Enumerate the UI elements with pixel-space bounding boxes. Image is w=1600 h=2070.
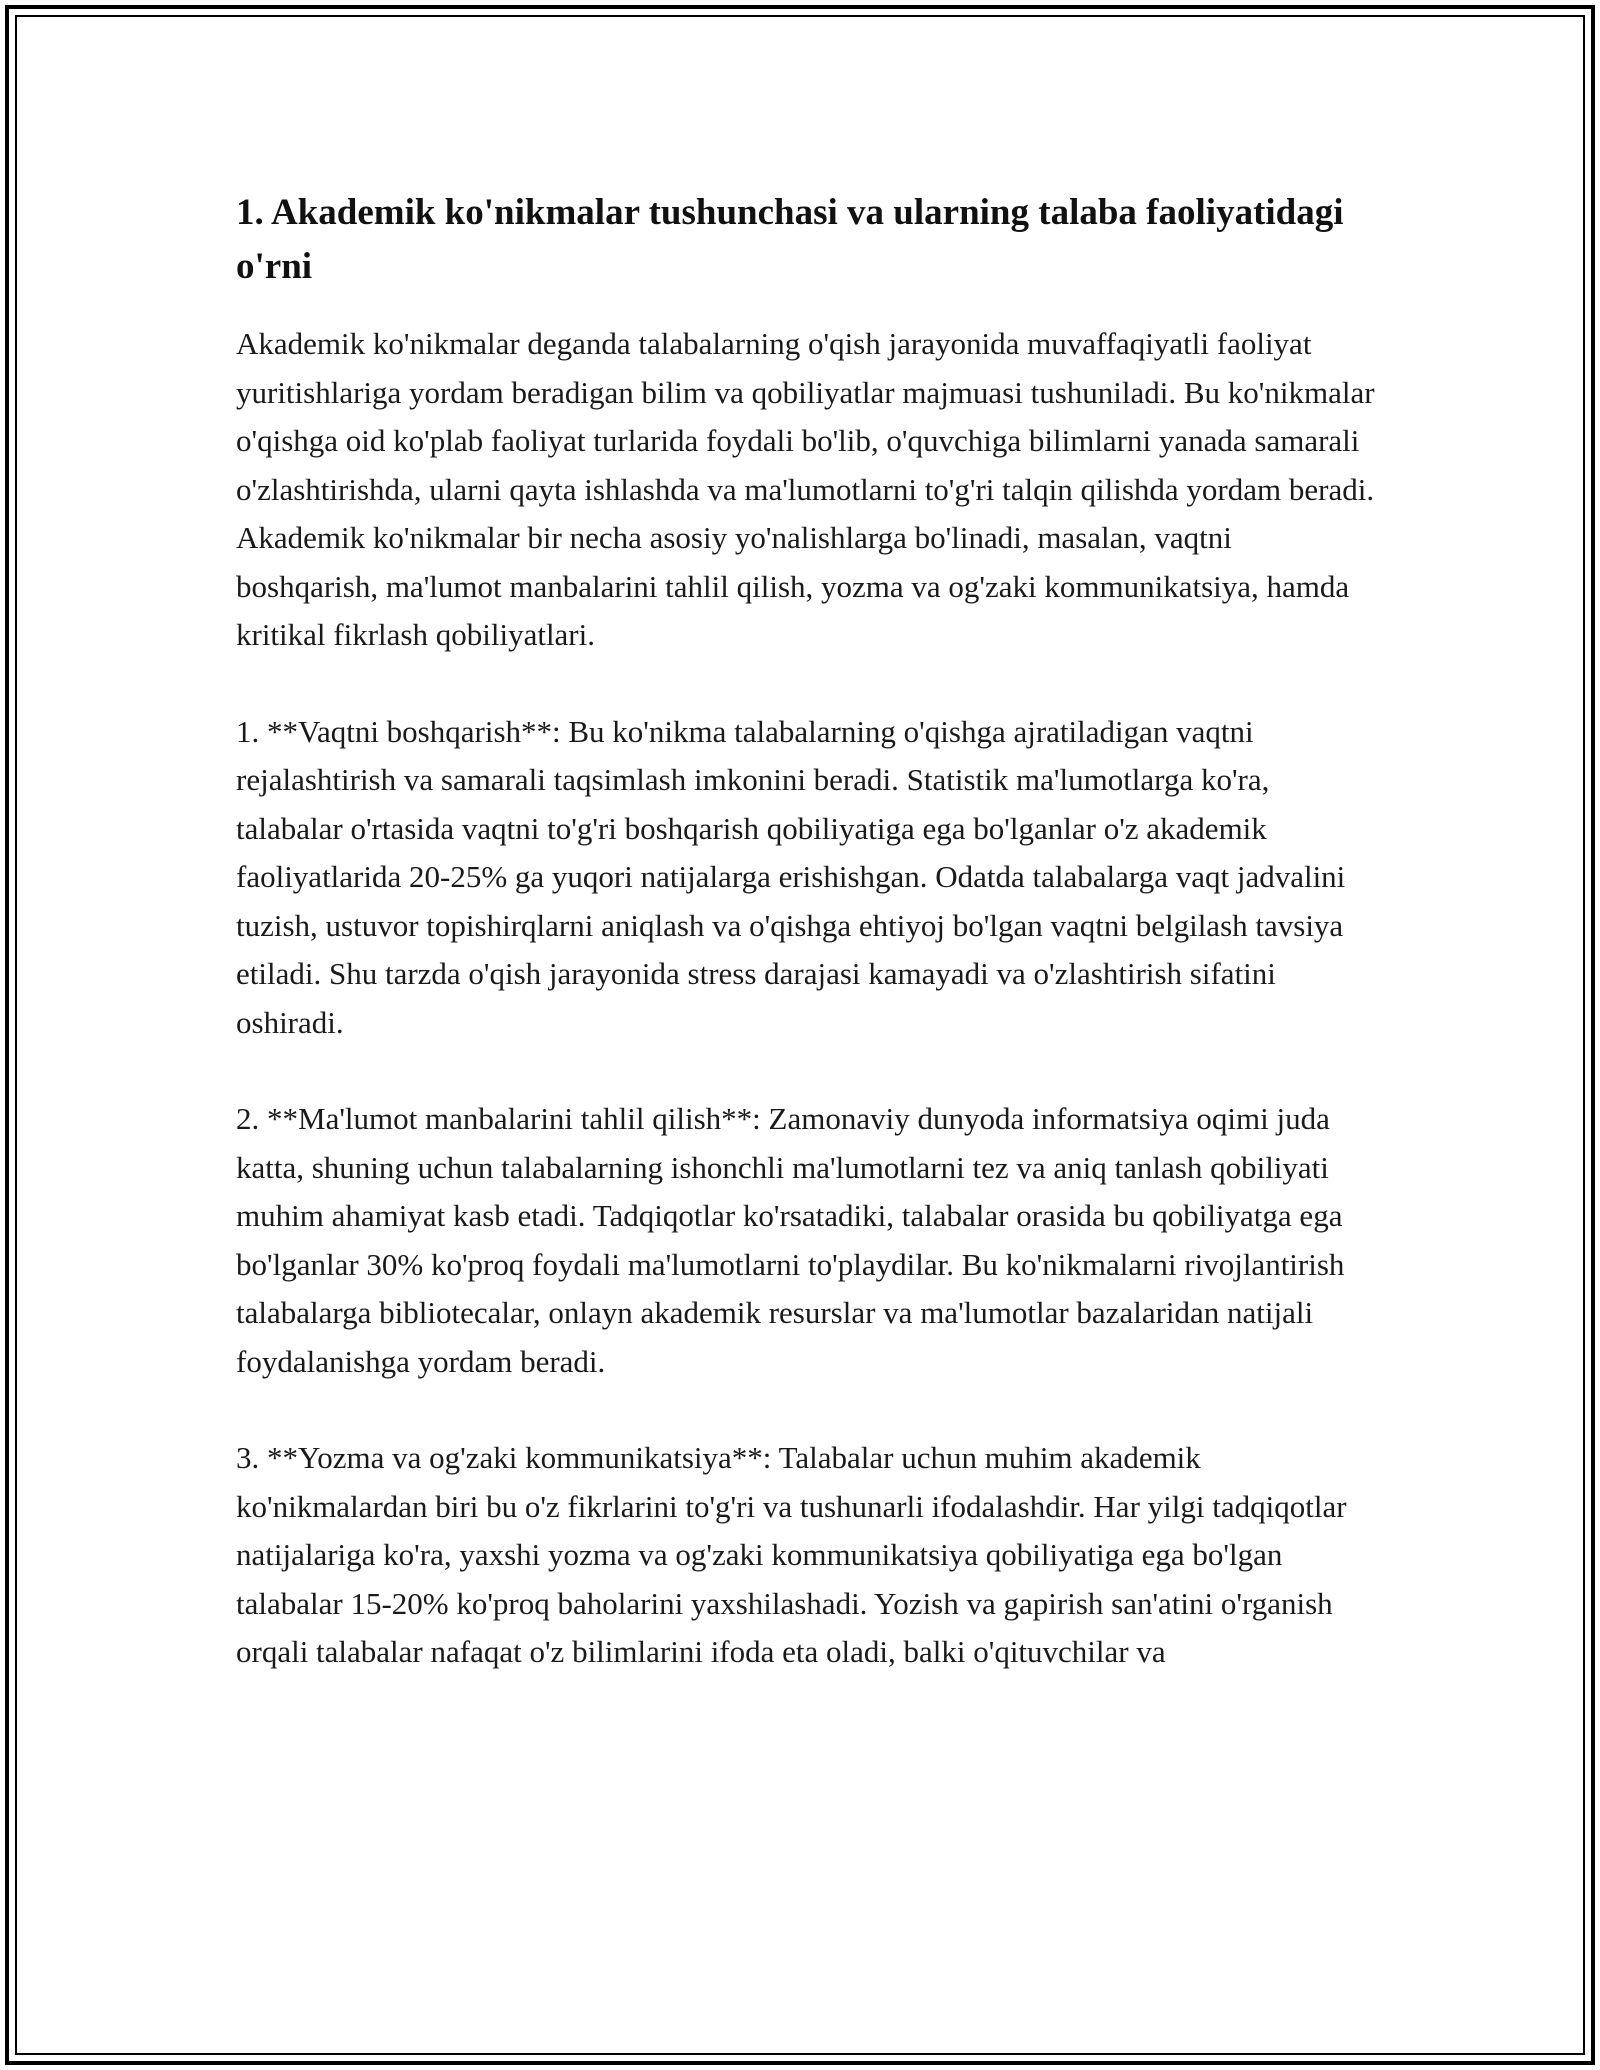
communication-paragraph: 3. **Yozma va og'zaki kommunikatsiya**: Talabalar uchun muhim akademik ko'nikmalardan biri bu o'z fikrlarini to'g'ri va tushunarli ifodalashdir. Har yilgi tadqiqotlar natijalariga ko'ra, yaxshi yozma va og'zaki kommunikatsiya qobiliyatiga ega bo'lgan talabalar 15-20% ko'proq baholarini yaxshilashadi. Yozish va gapirish san'atini o'rganish orqali talabalar nafaqat o'z bilimlarini ifoda eta oladi, balki o'qituvchilar va [236,1440,1347,1669]
time-management-paragraph: 1. **Vaqtni boshqarish**: Bu ko'nikma talabalarning o'qishga ajratiladigan vaqtni rejalashtirish va samarali taqsimlash imkonini beradi. Statistik ma'lumotlarga ko'ra, talabalar o'rtasida vaqtni to'g'ri boshqarish qobiliyatiga ega bo'lganlar o'z akademik faoliyatlarida 20-25% ga yuqori natijalarga erishishgan. Odatda talabalarga vaqt jadvalini tuzish, ustuvor topishirqlarni aniqlash va o'qishga ehtiyoj bo'lgan vaqtni belgilash tavsiya etiladi. Shu tarzda o'qish jarayonida stress darajasi kamayadi va o'zlashtirish sifatini oshiradi. [236,713,1346,1040]
intro-paragraph: Akademik ko'nikmalar deganda talabalarning o'qish jarayonida muvaffaqiyatli faoliyat yuritishlariga yordam beradigan bilim va qobiliyatlar majmuasi tushuniladi. Bu ko'nikmalar o'qishga oid ko'plab faoliyat turlarida foydali bo'lib, o'quvchiga bilimlarni yanada samarali o'zlashtirishda, ularni qayta ishlashda va ma'lumotlarni to'g'ri talqin qilishda yordam beradi. Akademik ko'nikmalar bir necha asosiy yo'nalishlarga bo'linadi, masalan, vaqtni boshqarish, ma'lumot manbalarini tahlil qilish, yozma va og'zaki kommunikatsiya, hamda kritikal fikrlash qobiliyatlari. [236,326,1375,652]
document-body [236,186,1376,1725]
section-heading: 1. Akademik ko'nikmalar tushunchasi va ularning talaba faoliyatidagi o'rni [236,192,1344,287]
source-analysis-paragraph: 2. **Ma'lumot manbalarini tahlil qilish**: Zamonaviy dunyoda informatsiya oqimi juda katta, shuning uchun talabalarning ishonchli ma'lumotlarni tez va aniq tanlash qobiliyati muhim ahamiyat kasb etadi. Tadqiqotlar ko'rsatadiki, talabalar orasida bu qobiliyatga ega bo'lganlar 30% ko'proq foydali ma'lumotlarni to'playdilar. Bu ko'nikmalarni rivojlantirish talabalarga bibliotecalar, onlayn akademik resurslar va ma'lumotlar bazalaridan natijali foydalanishga yordam beradi. [236,1101,1345,1379]
